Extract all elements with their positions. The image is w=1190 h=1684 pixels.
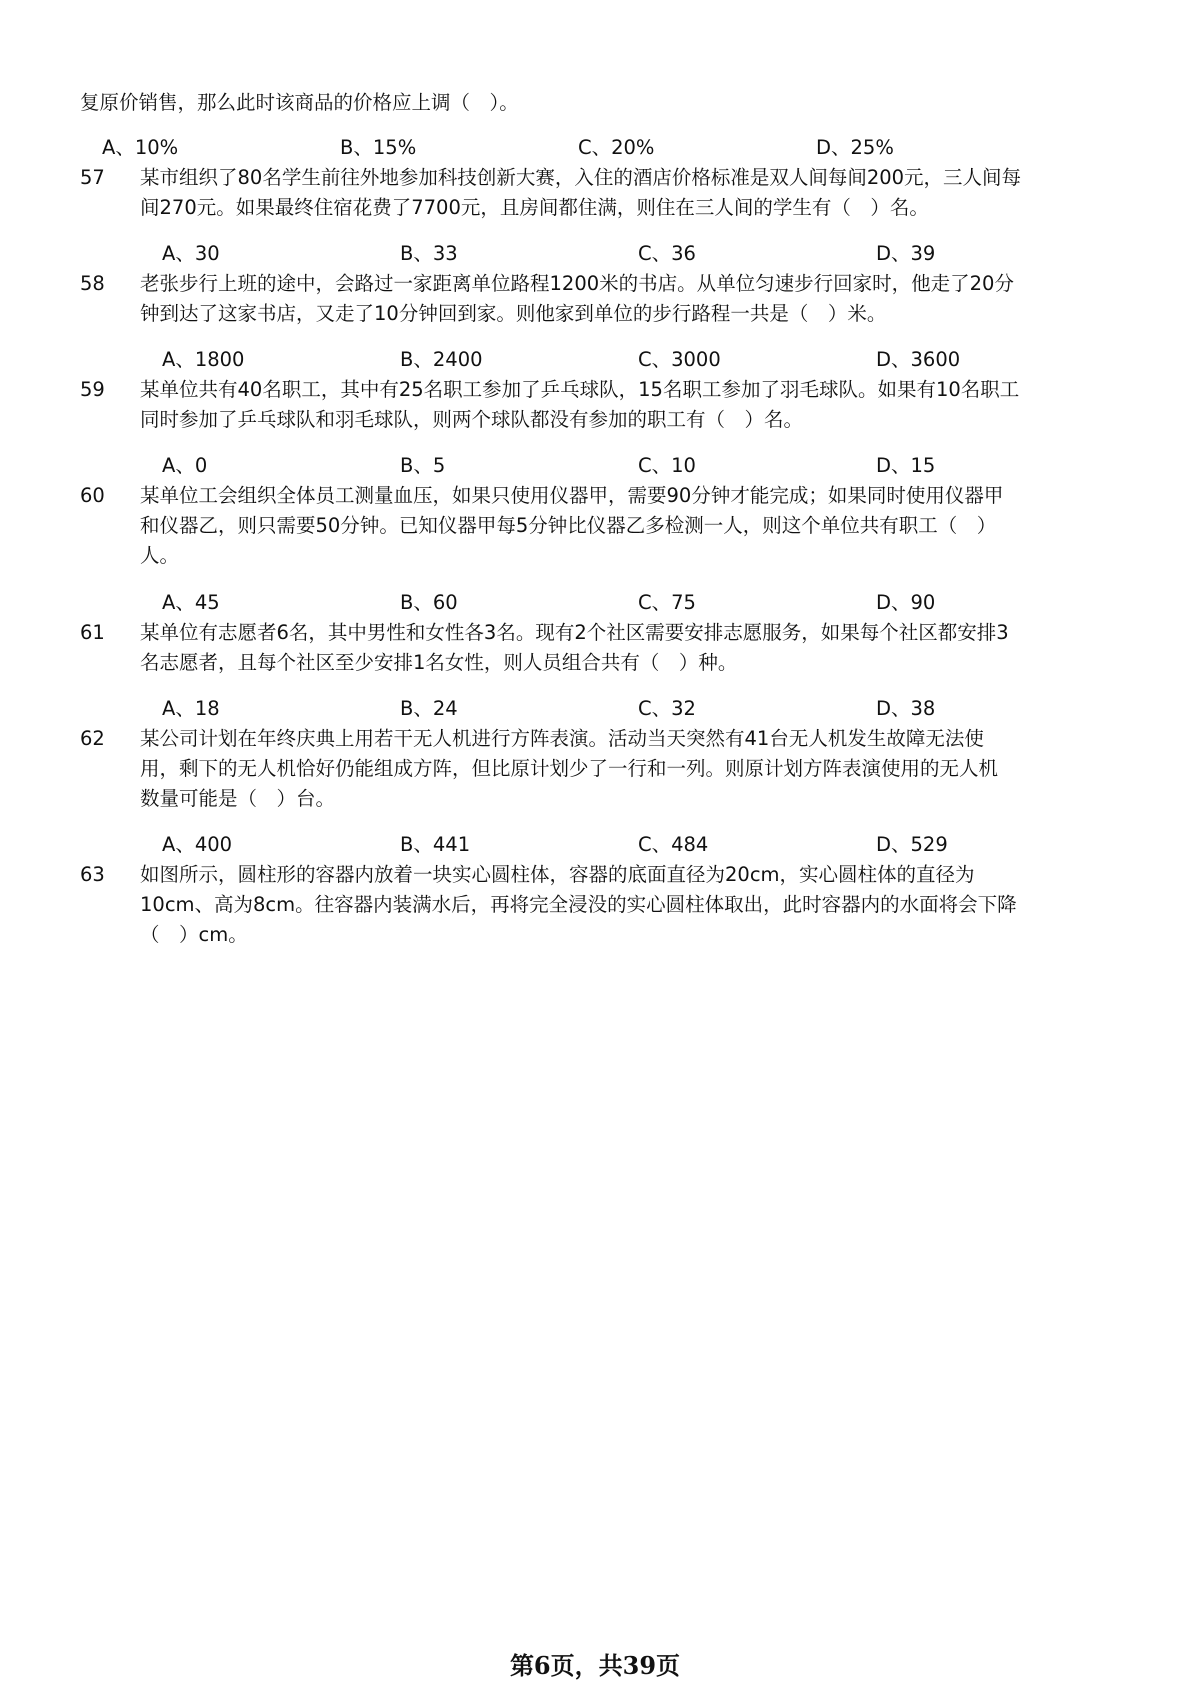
question-line: 间270元。如果最终住宿花费了7700元，且房间都住满，则住在三人间的学生有（ ）名。 [140,196,929,219]
question-line: 某单位有志愿者6名，其中男性和女性各3名。现有2个社区需要安排志愿服务，如果每个社区都安排3 [140,621,1009,644]
option-b: B、15% [340,136,417,159]
option-b: B、2400 [400,348,483,371]
question-text [140,375,1100,435]
option-c: C、75 [638,591,696,614]
page-footer: 第6页，共39页 [509,1651,681,1680]
option-d: D、15 [876,454,936,477]
question-line: 同时参加了乒乓球队和羽毛球队，则两个球队都没有参加的职工有（ ）名。 [140,408,804,431]
option-c: C、3000 [638,348,721,371]
question-line: 钟到达了这家书店，又走了10分钟回到家。则他家到单位的步行路程一共是（ ）米。 [140,302,887,325]
option-a: A、10% [102,136,179,159]
option-a: A、400 [162,833,233,856]
question-text [140,860,1100,950]
question-text [140,163,1100,223]
question-line: 名志愿者，且每个社区至少安排1名女性，则人员组合共有（ ）种。 [140,651,738,674]
option-a: A、0 [162,454,208,477]
question-number: 62 [80,727,105,750]
question-line: 人。 [140,544,180,567]
question-text [140,618,1100,678]
option-a: A、45 [162,591,220,614]
question-line: 和仪器乙，则只需要50分钟。已知仪器甲每5分钟比仪器乙多检测一人，则这个单位共有职工（ ） [140,514,997,537]
question-line: 用，剩下的无人机恰好仍能组成方阵，但比原计划少了一行和一列。则原计划方阵表演使用的无人机 [140,757,999,780]
question-line: 如图所示，圆柱形的容器内放着一块实心圆柱体，容器的底面直径为20cm，实心圆柱体的直径为 [140,863,975,886]
question-options [0,451,1190,481]
option-b: B、441 [400,833,471,856]
option-b: B、24 [400,697,458,720]
question-text [140,269,1100,329]
question-number: 63 [80,863,105,886]
question-line: 某单位共有40名职工，其中有25名职工参加了乒乓球队，15名职工参加了羽毛球队。如果有10名职工 [140,378,1020,401]
option-c: C、484 [638,833,709,856]
option-d: D、529 [876,833,948,856]
continuation-text: 复原价销售，那么此时该商品的价格应上调（ ）。 [80,91,519,114]
question-options [0,830,1190,860]
question-options [0,588,1190,618]
option-a: A、1800 [162,348,245,371]
question-number: 58 [80,272,105,295]
option-c: C、10 [638,454,696,477]
question-number: 57 [80,166,105,189]
option-b: B、33 [400,242,458,265]
question-line: 某单位工会组织全体员工测量血压，如果只使用仪器甲，需要90分钟才能完成；如果同时使用仪器甲 [140,484,1004,507]
option-a: A、18 [162,697,220,720]
option-b: B、5 [400,454,446,477]
question-options [0,239,1190,269]
option-d: D、90 [876,591,936,614]
option-b: B、60 [400,591,458,614]
option-d: D、38 [876,697,936,720]
option-d: D、3600 [876,348,961,371]
question-number: 59 [80,378,105,401]
question-options [0,694,1190,724]
question-options [0,345,1190,375]
question-number: 60 [80,484,105,507]
question-text [140,724,1100,814]
question-line: 数量可能是（ ）台。 [140,787,336,810]
question-line: （ ）cm。 [140,923,248,946]
question-line: 某公司计划在年终庆典上用若干无人机进行方阵表演。活动当天突然有41台无人机发生故障无法使 [140,727,984,750]
option-c: C、20% [578,136,655,159]
option-d: D、39 [876,242,936,265]
option-a: A、30 [162,242,220,265]
question-line: 10cm、高为8cm。往容器内装满水后，再将完全浸没的实心圆柱体取出，此时容器内的水面将会下降 [140,893,1017,916]
option-c: C、32 [638,697,696,720]
question-line: 某市组织了80名学生前往外地参加科技创新大赛，入住的酒店价格标准是双人间每间200元，三人间每 [140,166,1022,189]
question-number: 61 [80,621,105,644]
option-c: C、36 [638,242,696,265]
question-text [140,481,1100,571]
option-d: D、25% [816,136,894,159]
question-line: 老张步行上班的途中，会路过一家距离单位路程1200米的书店。从单位匀速步行回家时，他走了20分 [140,272,1014,295]
continuation-options [0,133,1190,163]
